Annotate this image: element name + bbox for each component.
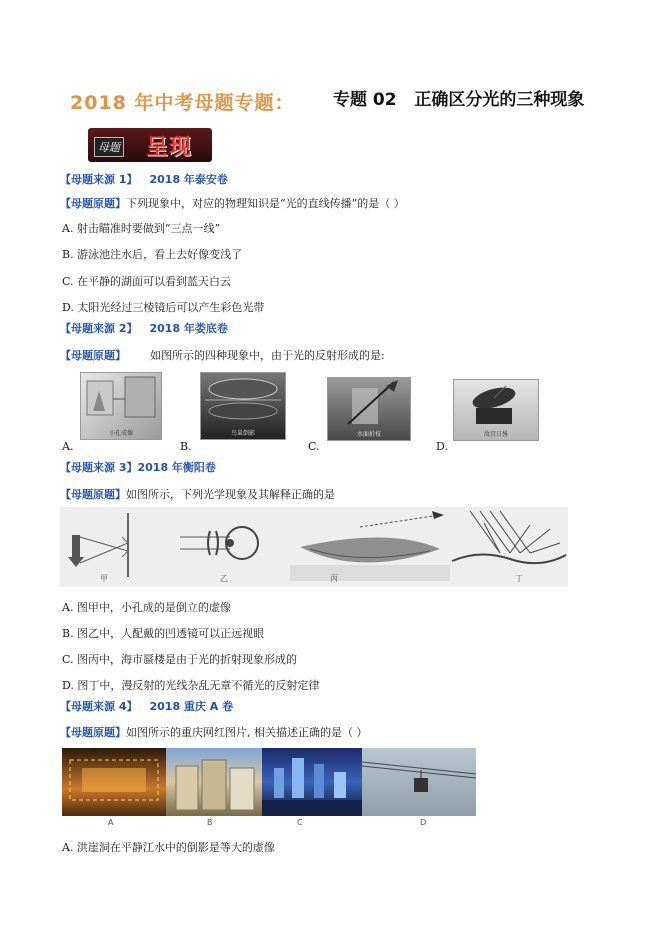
q3-source-year: 2018 年衡阳卷 [137, 461, 216, 474]
q2-caption-a: 小孔成像 [108, 430, 133, 437]
q2-letter-c: C. [308, 440, 320, 453]
banner-big-label: 呈现 [146, 135, 193, 160]
q3-source [60, 459, 216, 475]
q4-option-a: A. 洪崖洞在平静江水中的倒影是等大的虚像 [62, 841, 275, 854]
q4-stem [60, 724, 368, 740]
q2-image-d [453, 379, 539, 441]
q2-image-a [80, 372, 162, 440]
q2-letter-b: B. [180, 440, 192, 453]
q4-source [60, 698, 233, 714]
q3-label-ding: 丁 [515, 574, 523, 583]
q2-stem-tag: 【母题原题】 [60, 349, 126, 362]
section-banner [88, 128, 212, 162]
q1-source-tag: 【母题来源 1】 [60, 173, 138, 186]
topic-title: 专题 02 正确区分光的三种现象 [333, 90, 585, 110]
q3-label-yi: 乙 [220, 574, 228, 583]
q4-stem-text: 如图所示的重庆网红图片, 相关描述正确的是（ ） [126, 726, 368, 739]
q3-option-a: A. 图甲中，小孔成的是倒立的虚像 [62, 601, 231, 614]
q3-stem [60, 486, 335, 502]
q4-source-tag: 【母题来源 4】 [60, 700, 138, 713]
q2-image-c [327, 377, 411, 441]
q4-label-c: C [297, 818, 303, 827]
q2-caption-b: 鸟巢倒影 [230, 430, 255, 437]
q3-option-b: B. 图乙中，人配戴的凹透镜可以正远视眼 [62, 627, 265, 640]
q3-stem-tag: 【母题原题】 [60, 488, 126, 501]
q3-source-tag: 【母题来源 3】 [60, 461, 138, 474]
q3-label-jia: 甲 [100, 574, 108, 583]
q4-label-a: A [108, 818, 114, 827]
q3-stem-text: 如图所示，下列光学现象及其解释正确的是 [126, 488, 335, 501]
q2-letter-a: A. [62, 440, 74, 453]
q4-label-b: B [207, 818, 213, 827]
q3-diagram-bing [290, 511, 450, 581]
q2-caption-c: 水面折枝 [356, 431, 381, 438]
q4-photo-d [362, 748, 476, 816]
q1-stem-text: 下列现象中，对应的物理知识是“光的直线传播”的是（ ） [126, 197, 405, 210]
q2-source-year: 2018 年娄底卷 [149, 322, 228, 335]
q2-source-tag: 【母题来源 2】 [60, 322, 138, 335]
q4-source-year: 2018 重庆 A 卷 [149, 700, 234, 713]
q1-option-a: A. 射击瞄准时要做到“三点一线” [62, 222, 221, 235]
q4-photo-c [262, 748, 362, 816]
q1-option-d: D. 太阳光经过三棱镜后可以产生彩色光带 [62, 301, 265, 314]
q2-caption-d: 故宫日晷 [483, 431, 508, 438]
q4-photo-a [62, 748, 166, 816]
q3-diagram-yi [180, 527, 258, 559]
document-title: 2018 年中考母题专题： [70, 92, 295, 114]
q2-stem [60, 347, 385, 363]
q2-stem-text: 如图所示的四种现象中，由于光的反射形成的是: [150, 349, 385, 362]
q4-label-d: D [420, 818, 427, 827]
q3-option-d: D. 图丁中，漫反射的光线杂乱无章不循光的反射定律 [62, 679, 320, 692]
q1-option-b: B. 游泳池注水后，看上去好像变浅了 [62, 248, 243, 261]
q1-source-year: 2018 年泰安卷 [149, 173, 228, 186]
q1-source [60, 171, 228, 187]
q2-image-b [200, 372, 286, 440]
q2-source [60, 320, 228, 336]
q1-stem [60, 195, 405, 211]
q3-diagram-ding [452, 511, 566, 563]
q1-option-c: C. 在平静的湖面可以看到蓝天白云 [62, 275, 232, 288]
q3-label-bing: 丙 [330, 574, 338, 583]
q3-figure [60, 507, 568, 587]
q4-photo-b [166, 748, 262, 816]
q2-letter-d: D. [436, 440, 448, 453]
q3-diagram-jia [68, 513, 128, 577]
q1-stem-tag: 【母题原题】 [60, 197, 126, 210]
q3-option-c: C. 图丙中，海市蜃楼是由于光的折射现象形成的 [62, 653, 298, 666]
banner-small-label: 母题 [94, 137, 124, 157]
q4-stem-tag: 【母题原题】 [60, 726, 126, 739]
q4-photo-strip [62, 748, 476, 816]
